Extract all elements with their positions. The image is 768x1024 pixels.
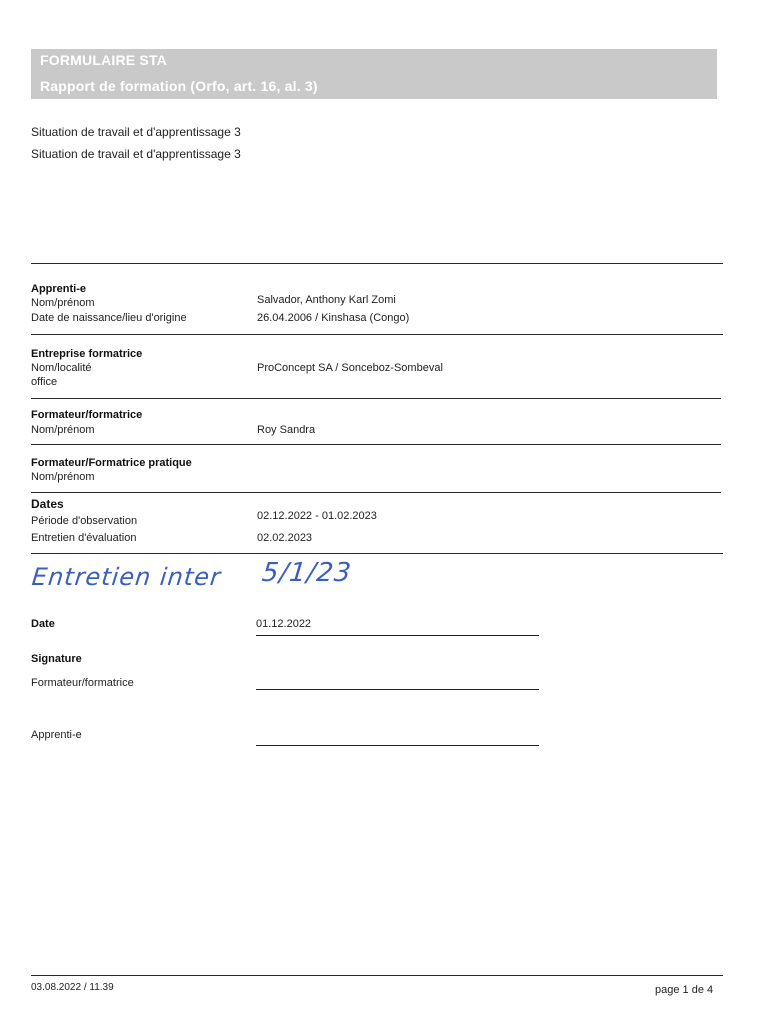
- formateur-value: Roy Sandra: [257, 424, 316, 436]
- observation-label: Période d'observation: [31, 515, 138, 527]
- handwritten-date: 5/1/23: [260, 558, 354, 588]
- formateur-section-title: Formateur/formatrice: [31, 409, 143, 421]
- handwritten-note: Entretien inter: [30, 563, 223, 591]
- divider: [31, 492, 721, 493]
- apprenti-name-value: Salvador, Anthony Karl Zomi: [257, 294, 396, 306]
- page-number: page 1 de 4: [655, 984, 714, 996]
- situation-line-1: Situation de travail et d'apprentissage 3: [31, 125, 241, 139]
- divider: [31, 444, 721, 445]
- date-line: [256, 635, 539, 636]
- formateur-label: Nom/prénom: [31, 424, 95, 436]
- signature-apprenti-line[interactable]: [256, 745, 539, 746]
- entreprise-label-2: office: [31, 376, 58, 388]
- form-title: FORMULAIRE STA: [40, 52, 167, 68]
- entretien-label: Entretien d'évaluation: [31, 532, 137, 544]
- divider: [31, 263, 723, 264]
- entreprise-value: ProConcept SA / Sonceboz-Sombeval: [257, 362, 443, 374]
- dates-section-title: Dates: [31, 497, 64, 511]
- apprenti-section-title: Apprenti-e: [31, 283, 86, 295]
- footer-timestamp: 03.08.2022 / 11.39: [31, 982, 114, 993]
- divider: [31, 553, 723, 554]
- signature-formateur-line[interactable]: [256, 689, 539, 690]
- footer-divider: [31, 975, 723, 976]
- divider: [31, 334, 723, 335]
- observation-value: 02.12.2022 - 01.02.2023: [257, 510, 377, 522]
- entreprise-label-1: Nom/localité: [31, 362, 92, 374]
- signature-apprenti-label: Apprenti-e: [31, 729, 82, 741]
- date-label: Date: [31, 618, 55, 630]
- apprenti-name-label: Nom/prénom: [31, 297, 95, 309]
- situation-line-2: Situation de travail et d'apprentissage 3: [31, 147, 241, 161]
- formateur-pratique-title: Formateur/Formatrice pratique: [31, 457, 192, 469]
- formateur-pratique-label: Nom/prénom: [31, 471, 95, 483]
- apprenti-birth-label: Date de naissance/lieu d'origine: [31, 312, 187, 324]
- signature-title: Signature: [31, 653, 82, 665]
- form-subtitle: Rapport de formation (Orfo, art. 16, al. 3): [40, 78, 318, 94]
- entretien-value: 02.02.2023: [257, 532, 313, 544]
- entreprise-section-title: Entreprise formatrice: [31, 348, 143, 360]
- date-value: 01.12.2022: [256, 618, 312, 630]
- signature-formateur-label: Formateur/formatrice: [31, 677, 134, 689]
- divider: [31, 398, 721, 399]
- apprenti-birth-value: 26.04.2006 / Kinshasa (Congo): [257, 312, 410, 324]
